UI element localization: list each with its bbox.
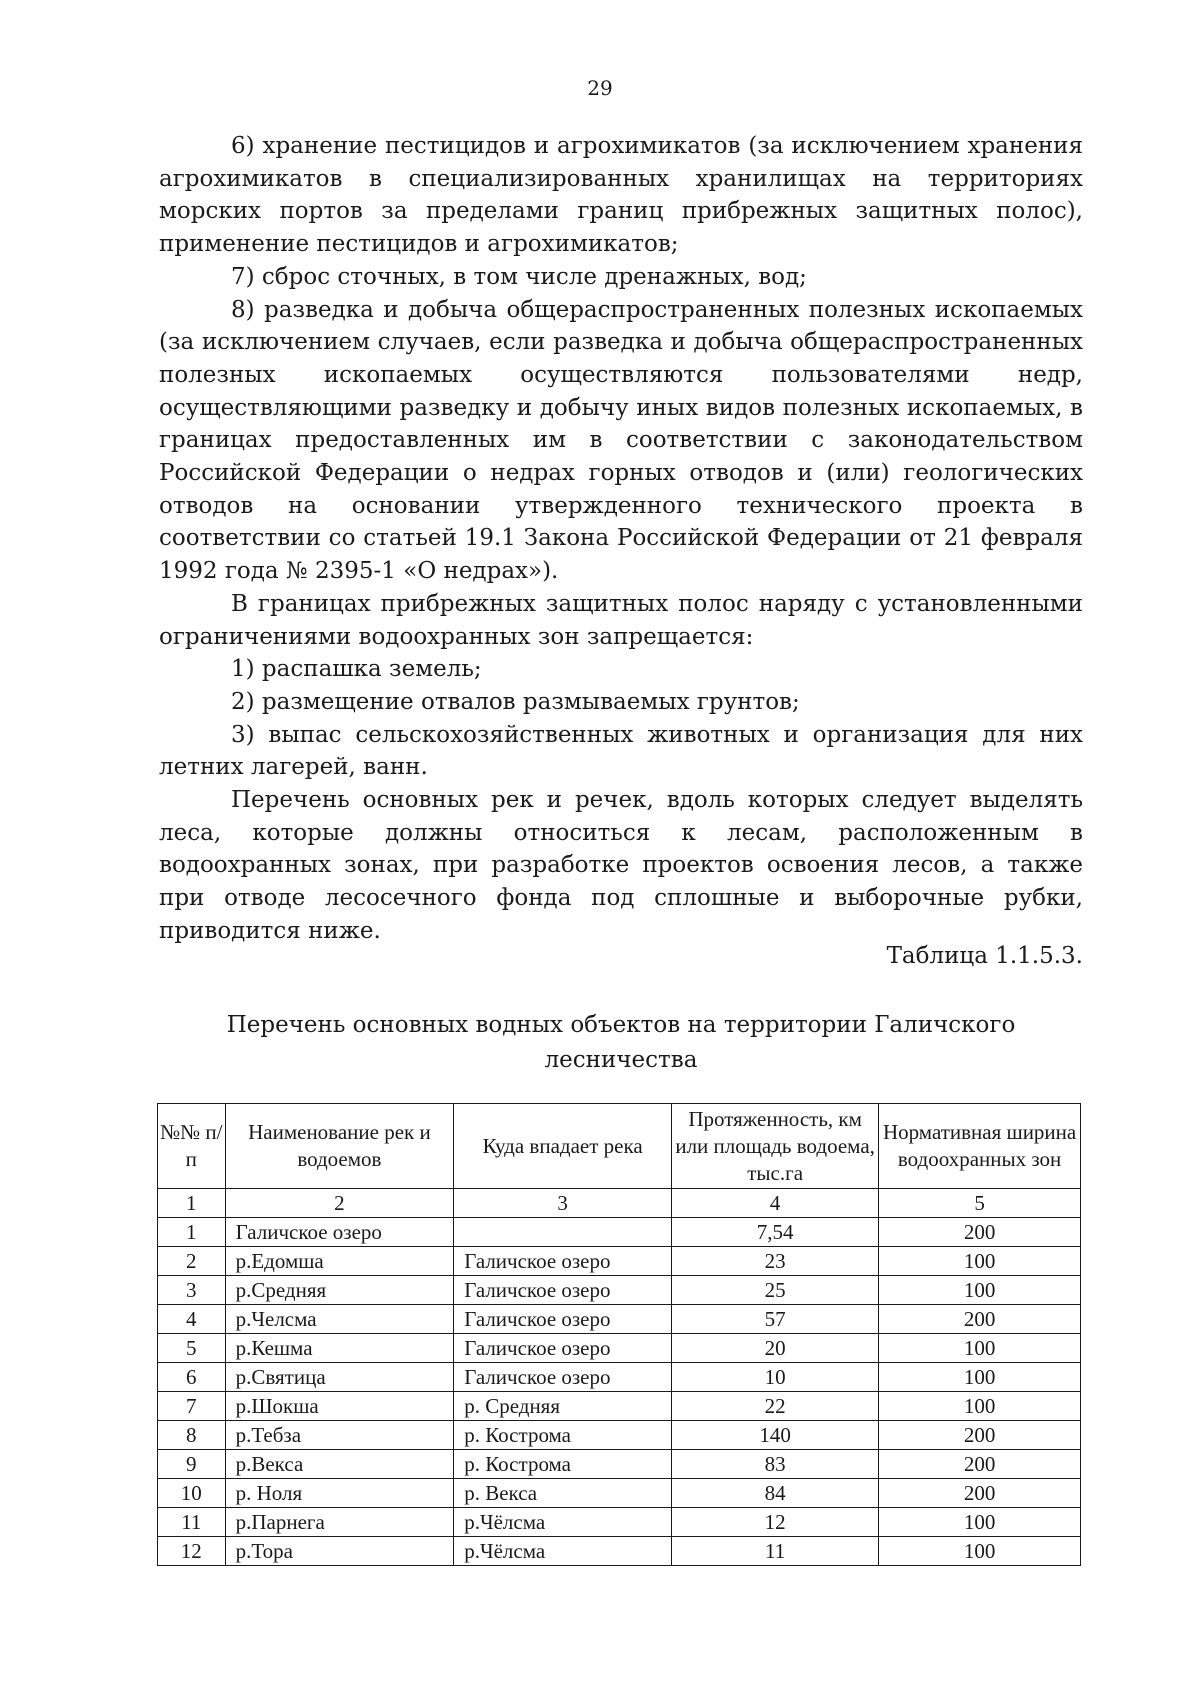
zone-width-cell: 100: [879, 1537, 1081, 1566]
row-number-cell: 11: [158, 1508, 226, 1537]
table-row: [158, 1305, 1081, 1334]
table-row: [158, 1537, 1081, 1566]
paragraph: 8) разведка и добыча общераспространенных полезных ископаемых (за исключением случаев, если разведка и добыча общераспространенных полезных ископаемых осуществляются пользователями недр, осуществляющими разведку и добычу иных видов полезных ископаемых, в границах предоставленных им в соответствии с законодательством Российской Федерации о недрах горных отводов и (или) геологических отводов на основании утвержденного технического проекта в соответствии со статьей 19.1 Закона Российской Федерации от 21 февраля 1992 года № 2395-1 «О недрах»).: [159, 296, 1083, 585]
table-label: Таблица 1.1.5.3.: [886, 943, 1083, 969]
name-cell: р.Средняя: [225, 1276, 454, 1305]
table-row: [158, 1421, 1081, 1450]
paragraph: 1) распашка земель;: [231, 656, 482, 683]
flows-into-cell: Галичское озеро: [454, 1334, 672, 1363]
name-cell: р.Векса: [225, 1450, 454, 1479]
table-row: [158, 1276, 1081, 1305]
row-number-cell: 5: [158, 1334, 226, 1363]
name-cell: р.Святица: [225, 1363, 454, 1392]
row-number-cell: 10: [158, 1479, 226, 1508]
column-number: 1: [158, 1189, 226, 1218]
zone-width-cell: 100: [879, 1363, 1081, 1392]
zone-width-cell: 200: [879, 1218, 1081, 1247]
length-cell: 12: [672, 1508, 879, 1537]
name-cell: р.Тебза: [225, 1421, 454, 1450]
table-row: [158, 1479, 1081, 1508]
row-number-cell: 1: [158, 1218, 226, 1247]
row-number-cell: 7: [158, 1392, 226, 1421]
length-cell: 84: [672, 1479, 879, 1508]
header-zone-width: Нормативная ширина водоохранных зон: [879, 1104, 1081, 1189]
row-number-cell: 2: [158, 1247, 226, 1276]
paragraph: 3) выпас сельскохозяйственных животных и организация для них летних лагерей, ванн.: [159, 721, 1083, 781]
column-number: 2: [225, 1189, 454, 1218]
column-number: 3: [454, 1189, 672, 1218]
row-number-cell: 4: [158, 1305, 226, 1334]
length-cell: 140: [672, 1421, 879, 1450]
page-number: 29: [587, 76, 613, 100]
name-cell: р.Челсма: [225, 1305, 454, 1334]
length-cell: 83: [672, 1450, 879, 1479]
zone-width-cell: 200: [879, 1421, 1081, 1450]
name-cell: р.Кешма: [225, 1334, 454, 1363]
zone-width-cell: 100: [879, 1276, 1081, 1305]
length-cell: 22: [672, 1392, 879, 1421]
zone-width-cell: 200: [879, 1479, 1081, 1508]
zone-width-cell: 100: [879, 1392, 1081, 1421]
flows-into-cell: Галичское озеро: [454, 1305, 672, 1334]
length-cell: 25: [672, 1276, 879, 1305]
length-cell: 10: [672, 1363, 879, 1392]
flows-into-cell: р.Чёлсма: [454, 1537, 672, 1566]
body-text: [159, 130, 1083, 948]
length-cell: 57: [672, 1305, 879, 1334]
flows-into-cell: Галичское озеро: [454, 1363, 672, 1392]
row-number-cell: 8: [158, 1421, 226, 1450]
name-cell: Галичское озеро: [225, 1218, 454, 1247]
name-cell: р.Едомша: [225, 1247, 454, 1276]
water-bodies-table: [157, 1103, 1081, 1566]
column-number-row: [158, 1189, 1081, 1218]
header-length: Протяженность, км или площадь водоема, тыс.га: [672, 1104, 879, 1189]
flows-into-cell: р.Чёлсма: [454, 1508, 672, 1537]
column-number: 4: [672, 1189, 879, 1218]
name-cell: р.Шокша: [225, 1392, 454, 1421]
paragraph: 7) сброс сточных, в том числе дренажных, вод;: [231, 263, 807, 290]
paragraph: Перечень основных рек и речек, вдоль которых следует выделять леса, которые должны относиться к лесам, расположенным в водоохранных зонах, при разработке проектов освоения лесов, а также при отводе лесосечного фонда под сплошные и выборочные рубки, приводится ниже.: [159, 787, 1083, 944]
flows-into-cell: р. Векса: [454, 1479, 672, 1508]
name-cell: р.Парнега: [225, 1508, 454, 1537]
table-row: [158, 1392, 1081, 1421]
zone-width-cell: 100: [879, 1508, 1081, 1537]
flows-into-cell: Галичское озеро: [454, 1276, 672, 1305]
flows-into-cell: [454, 1218, 672, 1247]
table-title: Перечень основных водных объектов на территории Галичского лесничества: [226, 1012, 1016, 1073]
row-number-cell: 6: [158, 1363, 226, 1392]
row-number-cell: 12: [158, 1537, 226, 1566]
zone-width-cell: 100: [879, 1247, 1081, 1276]
length-cell: 20: [672, 1334, 879, 1363]
table-row: [158, 1508, 1081, 1537]
header-name: Наименование рек и водоемов: [225, 1104, 454, 1189]
table-row: [158, 1363, 1081, 1392]
header-number: №№ п/п: [158, 1104, 226, 1189]
zone-width-cell: 100: [879, 1334, 1081, 1363]
length-cell: 11: [672, 1537, 879, 1566]
length-cell: 7,54: [672, 1218, 879, 1247]
zone-width-cell: 200: [879, 1305, 1081, 1334]
table-row: [158, 1450, 1081, 1479]
row-number-cell: 9: [158, 1450, 226, 1479]
table-row: [158, 1334, 1081, 1363]
flows-into-cell: р. Кострома: [454, 1421, 672, 1450]
flows-into-cell: р. Средняя: [454, 1392, 672, 1421]
name-cell: р.Тора: [225, 1537, 454, 1566]
header-flows-into: Куда впадает река: [454, 1104, 672, 1189]
zone-width-cell: 200: [879, 1450, 1081, 1479]
table-header-row: [158, 1104, 1081, 1189]
row-number-cell: 3: [158, 1276, 226, 1305]
length-cell: 23: [672, 1247, 879, 1276]
paragraph: 6) хранение пестицидов и агрохимикатов (за исключением хранения агрохимикатов в специализированных хранилищах на территориях морских портов за пределами границ прибрежных защитных полос), применение пестицидов и агрохимикатов;: [159, 133, 1083, 258]
column-number: 5: [879, 1189, 1081, 1218]
paragraph: 2) размещение отвалов размываемых грунтов;: [231, 688, 800, 715]
table-row: [158, 1247, 1081, 1276]
paragraph: В границах прибрежных защитных полос наряду с установленными ограничениями водоохранных зон запрещается:: [159, 590, 1083, 650]
flows-into-cell: Галичское озеро: [454, 1247, 672, 1276]
name-cell: р. Ноля: [225, 1479, 454, 1508]
table-row: [158, 1218, 1081, 1247]
flows-into-cell: р. Кострома: [454, 1450, 672, 1479]
